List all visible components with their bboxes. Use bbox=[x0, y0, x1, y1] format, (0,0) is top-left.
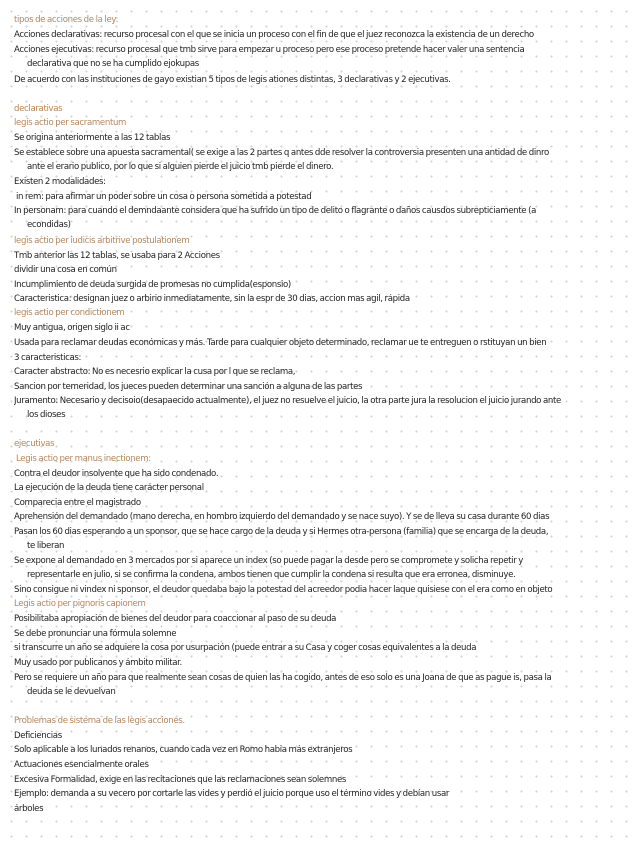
text-line: Se expone al demandado en 3 mercados por si aparece un index (so puede pagar la desde pero se compromete y solicha repetir y bbox=[14, 556, 524, 566]
text-line: Caracter abstracto: No es necesrio explicar la cusa por l que se reclama, bbox=[14, 367, 296, 377]
text-line: te liberan bbox=[27, 541, 65, 551]
text-line: los dioses bbox=[27, 410, 66, 420]
text-line: Sino consigue ni vindex ni sponsor, el deudor quedaba bajo la potestad del acreedor podia hacer laque quisiese con el era como en objeto bbox=[14, 585, 553, 595]
heading-sacramentum: legis actio per sacramentum bbox=[14, 118, 127, 128]
text-line: Aprehensión del demandado (mano derecha, en hombro izquierdo del demandado y se nace suyo). Y se de lleva su casa durante 60 dias bbox=[14, 512, 550, 522]
text-line: Usada para reclamar deudas económicas y más. Tarde para cualquier objeto determinado, reclamar ue te entreguen o rstituyan un bien bbox=[14, 338, 547, 348]
text-line: árboles bbox=[14, 804, 44, 814]
text-line: Excesiva Formalidad, exige en las recitaciones que las reclamaciones sean solemnes bbox=[14, 775, 347, 785]
text-line: declarativa que no se ha cumplido ejokupas bbox=[27, 59, 199, 69]
text-line: Pero se requiere un año para que realmente sean cosas de quien las ha cogido, antes de eso solo es una Joana de que as pague is, pasa la bbox=[14, 673, 552, 683]
text-line: Se establece sobre una apuesta sacramental( se exige a las 2 partes q antes dde resolver la controversia presenten una antidad de dinro bbox=[14, 148, 549, 158]
text-line: deuda se le devuelvan bbox=[27, 687, 116, 697]
heading-iudicis-arbitrive: legis actio per iudicis arbitrive postulationem bbox=[14, 236, 190, 246]
heading-problemas: Problemas de sistema de las legis acciones. bbox=[14, 716, 185, 726]
text-line: in rem: para afirmar un poder sobre un cosa o persona sometida a potestad bbox=[16, 192, 312, 202]
heading-ejecutivas: ejecutivas bbox=[14, 439, 55, 449]
text-line: Incumplimiento de deuda surgida de promesas no cumplida(esponsio) bbox=[14, 280, 291, 290]
text-line: Muy antigua, origen siglo ii ac bbox=[14, 323, 130, 333]
text-line: Actuaciones esencialmente orales bbox=[14, 760, 149, 770]
text-line: dividir una cosa en común bbox=[14, 265, 117, 275]
heading-declarativas: declarativas bbox=[14, 104, 63, 114]
text-line: Pasan los 60 dias esperando a un sponsor, que se hace cargo de la deuda y si Hermes otra-persona (familia) que se encarga de la deuda, bbox=[14, 527, 549, 537]
text-line: econdidas) bbox=[27, 220, 71, 230]
heading-tipos-acciones: tipos de acciones de la ley: bbox=[14, 15, 119, 25]
text-line: representarle en julio, si se confirma la condena, ambos tienen que cumplir la condena si resulta que era erronea, disminuye. bbox=[27, 570, 516, 580]
text-line: Caracteristica: designan juez o arbirio inmediatamente, sin la espr de 30 dias, accion mas agil, rápida bbox=[14, 294, 410, 304]
text-line: Posibilitaba apropiación de bienes del deudor para coaccionar al paso de su deuda bbox=[14, 614, 337, 624]
heading-pignoris-capionem: Legis actio per pignoris capionem bbox=[14, 599, 146, 609]
heading-manus-inectionem: Legis actio per manus inectionem: bbox=[16, 454, 151, 464]
text-line: Muy usado por publicanos y ámbito militar. bbox=[14, 658, 182, 668]
text-line: Acciones ejecutivas: recurso procesal que tmb sirve para empezar u proceso pero ese proceso pretende hacer valer una sentencia bbox=[14, 45, 525, 55]
text-line: Sancion por temeridad, los jueces pueden determinar una sanción a alguna de las partes bbox=[14, 382, 363, 392]
text-line: si transcurre un año se adquiere la cosa por usurpación (puede entrar a su Casa y coger cosas equivalentes a la deuda bbox=[14, 643, 477, 653]
text-line: Solo aplicable a los lunados renanos, cuando cada vez en Romo habia más extranjeros bbox=[14, 745, 353, 755]
text-line: Contra el deudor insolvente que ha sido condenado. bbox=[14, 469, 219, 479]
text-line: 3 caracteristicas: bbox=[14, 353, 82, 363]
text-line: Deficiencias bbox=[14, 731, 62, 741]
text-line: Comparecia entre el magistrado bbox=[14, 498, 141, 508]
heading-condictionem: legis actio per condictionem bbox=[14, 308, 125, 318]
text-line: Existen 2 modalidades: bbox=[14, 177, 106, 187]
text-line: Juramento: Necesario y decisoio(desapaecido actualmente), el juez no resuelve el juicio, la otra parte jura la resolucion el juicio jurando ante bbox=[14, 396, 561, 406]
text-line: De acuerdo con las instituciones de gayo existian 5 tipos de legis ationes distintas, 3 declarativas y 2 ejecutivas. bbox=[14, 75, 451, 85]
text-line: In personam: para cuando el demndaante considera que ha sufrido un tipo de delito o flagrante o daños causdos subrepticiamente (a bbox=[14, 206, 537, 216]
text-line: ante el erario publico, por lo que si alguien pierde el juicio tmb pierde el dinero. bbox=[27, 162, 334, 172]
text-line: La ejecución de la deuda tiene carácter personal bbox=[14, 483, 204, 493]
text-line: Tmb anterior las 12 tablas, se usaba para 2 Acciones bbox=[14, 251, 220, 261]
text-line: Se origina anteriormente a las 12 tablas bbox=[14, 133, 171, 143]
text-line: Ejemplo: demanda a su vecero por cortarle las vides y perdió el juicio porque uso el término vides y debían usar bbox=[14, 789, 450, 799]
text-line: Se debe pronunciar una fórmula solemne bbox=[14, 629, 177, 639]
text-line: Acciones declarativas: recurso procesal con el que se inicia un proceso con el fin de que el juez reconozca la existencia de un derecho bbox=[14, 30, 534, 40]
